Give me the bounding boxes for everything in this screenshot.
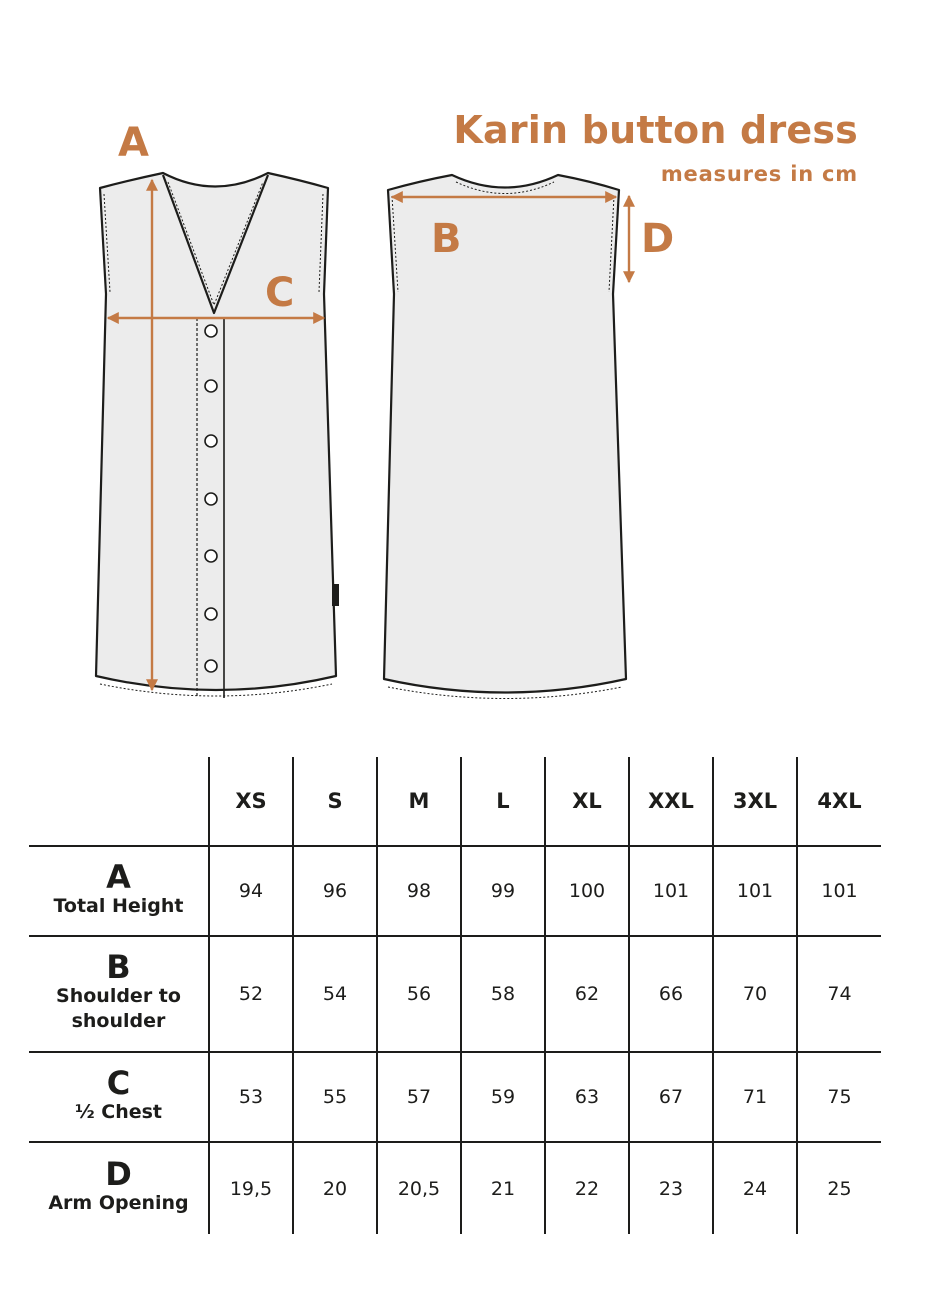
table-row-b	[29, 936, 881, 1052]
row-letter-d: D	[105, 1155, 132, 1193]
table-cell: 53	[209, 1052, 293, 1142]
button-icon	[205, 608, 217, 620]
button-icon	[205, 493, 217, 505]
dress-back	[384, 175, 674, 699]
table-cell: 101	[797, 846, 881, 936]
size-chart-table	[29, 757, 881, 1234]
button-icon	[205, 380, 217, 392]
table-row-c	[29, 1052, 881, 1142]
size-header-4xl: 4XL	[797, 757, 881, 846]
row-head-c	[29, 1052, 209, 1142]
table-cell: 55	[293, 1052, 377, 1142]
button-icon	[205, 550, 217, 562]
size-header-m: M	[377, 757, 461, 846]
table-corner	[29, 757, 209, 846]
size-header-row	[29, 757, 881, 846]
table-cell: 23	[629, 1142, 713, 1234]
size-header-l: L	[461, 757, 545, 846]
size-header-xs: XS	[209, 757, 293, 846]
row-name-c: ½ Chest	[74, 1100, 163, 1123]
table-cell: 22	[545, 1142, 629, 1234]
table-cell: 59	[461, 1052, 545, 1142]
table-cell: 99	[461, 846, 545, 936]
table-cell: 21	[461, 1142, 545, 1234]
table-cell: 58	[461, 936, 545, 1052]
row-head-a	[29, 846, 209, 936]
label-d: D	[641, 216, 675, 262]
label-a: A	[118, 120, 149, 166]
table-cell: 24	[713, 1142, 797, 1234]
row-name-a: Total Height	[53, 894, 184, 917]
label-b: B	[431, 216, 462, 262]
row-head-b	[29, 936, 209, 1052]
table-row-a	[29, 846, 881, 936]
table-cell: 52	[209, 936, 293, 1052]
button-icon	[205, 435, 217, 447]
size-header-3xl: 3XL	[713, 757, 797, 846]
table-cell: 54	[293, 936, 377, 1052]
table-cell: 57	[377, 1052, 461, 1142]
label-c: C	[265, 270, 295, 316]
dress-front	[96, 120, 339, 698]
row-letter-c: C	[106, 1063, 131, 1102]
table-cell: 101	[713, 846, 797, 936]
dress-back-body	[384, 175, 626, 693]
table-cell: 56	[377, 936, 461, 1052]
table-cell: 100	[545, 846, 629, 936]
table-cell: 94	[209, 846, 293, 936]
side-label-tag	[332, 584, 339, 606]
diagram-title: Karin button dress	[453, 108, 858, 152]
size-header-xl: XL	[545, 757, 629, 846]
table-cell: 101	[629, 846, 713, 936]
row-name-d: Arm Opening	[48, 1192, 189, 1214]
table-cell: 66	[629, 936, 713, 1052]
size-header-s: S	[293, 757, 377, 846]
button-icon	[205, 660, 217, 672]
button-icon	[205, 325, 217, 337]
table-cell: 25	[797, 1142, 881, 1234]
row-letter-b: B	[106, 948, 131, 986]
table-cell: 20,5	[377, 1142, 461, 1234]
table-cell: 70	[713, 936, 797, 1052]
row-head-d	[29, 1142, 209, 1234]
table-cell: 74	[797, 936, 881, 1052]
table-cell: 96	[293, 846, 377, 936]
diagram-subtitle: measures in cm	[660, 162, 858, 186]
table-cell: 98	[377, 846, 461, 936]
table-cell: 63	[545, 1052, 629, 1142]
table-row-d	[29, 1142, 881, 1234]
table-cell: 67	[629, 1052, 713, 1142]
table-cell: 71	[713, 1052, 797, 1142]
row-letter-a: A	[106, 857, 131, 896]
size-header-xxl: XXL	[629, 757, 713, 846]
row-name-b: Shoulder to shoulder	[56, 985, 181, 1032]
table-cell: 20	[293, 1142, 377, 1234]
table-cell: 19,5	[209, 1142, 293, 1234]
table-cell: 62	[545, 936, 629, 1052]
table-cell: 75	[797, 1052, 881, 1142]
